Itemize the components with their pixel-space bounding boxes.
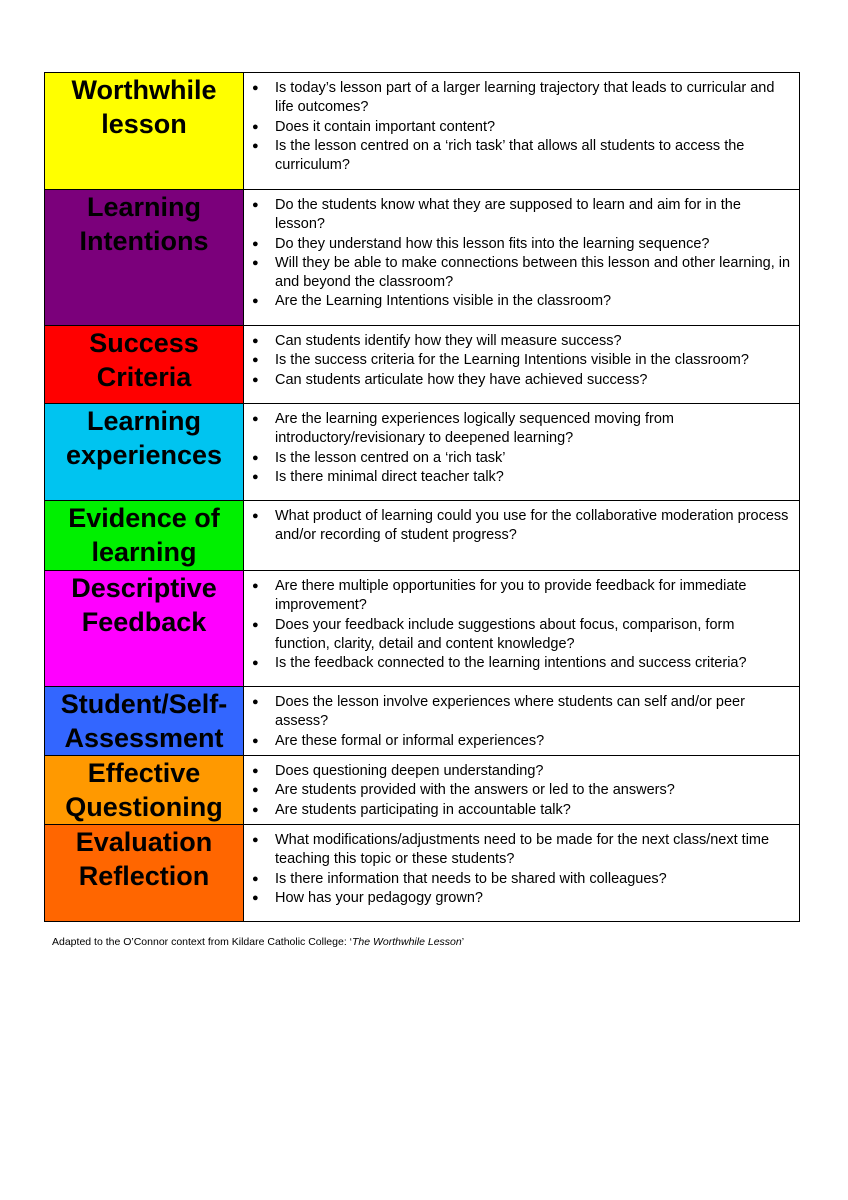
question-item bbox=[244, 235, 793, 254]
question-item bbox=[244, 254, 793, 293]
source-note-suffix: ’ bbox=[461, 936, 465, 948]
criterion-questions bbox=[244, 501, 800, 571]
bullet-icon: ● bbox=[252, 872, 259, 885]
question-text: Can students articulate how they have achieved success? bbox=[275, 371, 648, 388]
checklist-row bbox=[45, 501, 800, 571]
question-list bbox=[244, 501, 799, 546]
question-text: What modifications/adjustments need to be made for the next class/next time teaching this topic or these students? bbox=[275, 832, 770, 868]
question-list bbox=[244, 571, 799, 673]
criterion-label: Effective Questioning bbox=[45, 756, 244, 825]
question-text: Is the lesson centred on a ‘rich task’ that allows all students to access the curriculum? bbox=[275, 137, 745, 174]
criterion-label: Descriptive Feedback bbox=[45, 571, 244, 687]
question-text: Are the learning experiences logically sequenced moving from introductory/revisionary to deepened learning? bbox=[275, 411, 674, 447]
criterion-label: Worthwhile lesson bbox=[45, 73, 244, 190]
bullet-icon: ● bbox=[252, 237, 259, 250]
checklist-row bbox=[45, 571, 800, 687]
criterion-questions bbox=[244, 73, 800, 190]
bullet-icon: ● bbox=[252, 139, 259, 152]
checklist-row bbox=[45, 190, 800, 326]
question-list bbox=[244, 756, 799, 820]
question-item bbox=[244, 449, 793, 468]
question-text: Does your feedback include suggestions about focus, comparison, form function, clarity, detail and content knowledge? bbox=[275, 616, 735, 652]
criterion-label: Student/Self-Assessment bbox=[45, 687, 244, 756]
question-text: Is today’s lesson part of a larger learning trajectory that leads to curricular and life outcomes? bbox=[275, 80, 775, 116]
question-item bbox=[244, 507, 793, 546]
question-item bbox=[244, 79, 793, 118]
question-text: Does questioning deepen understanding? bbox=[275, 763, 544, 779]
question-item bbox=[244, 801, 793, 820]
bullet-icon: ● bbox=[252, 803, 259, 816]
question-text: Are students provided with the answers or led to the answers? bbox=[275, 782, 675, 799]
criterion-label: Evaluation Reflection bbox=[45, 825, 244, 922]
source-note-title: The Worthwhile Lesson bbox=[352, 936, 462, 948]
question-text: Is there minimal direct teacher talk? bbox=[275, 468, 504, 485]
question-item bbox=[244, 332, 793, 351]
bullet-icon: ● bbox=[252, 413, 259, 425]
criterion-questions bbox=[244, 687, 800, 756]
question-item bbox=[244, 781, 793, 800]
question-list bbox=[244, 404, 799, 487]
bullet-icon: ● bbox=[252, 120, 259, 133]
bullet-icon: ● bbox=[252, 451, 259, 464]
question-list bbox=[244, 825, 799, 908]
bullet-icon: ● bbox=[252, 82, 259, 94]
question-list bbox=[244, 687, 799, 751]
question-text: Are there multiple opportunities for you to provide feedback for immediate improvement? bbox=[275, 578, 747, 614]
criterion-label: Learning Intentions bbox=[45, 190, 244, 326]
criterion-label: Evidence of learning bbox=[45, 501, 244, 571]
criterion-label: Success Criteria bbox=[45, 326, 244, 404]
question-item bbox=[244, 118, 793, 137]
question-item bbox=[244, 410, 793, 449]
question-text: Are these formal or informal experiences? bbox=[275, 732, 545, 749]
checklist-row bbox=[45, 687, 800, 756]
bullet-icon: ● bbox=[252, 354, 259, 367]
bullet-icon: ● bbox=[252, 734, 259, 747]
question-item bbox=[244, 468, 793, 487]
question-item bbox=[244, 577, 793, 616]
question-item bbox=[244, 196, 793, 235]
bullet-icon: ● bbox=[252, 510, 259, 522]
bullet-icon: ● bbox=[252, 891, 259, 904]
bullet-icon: ● bbox=[252, 580, 259, 592]
question-text: Does it contain important content? bbox=[275, 118, 496, 135]
question-item bbox=[244, 137, 793, 176]
checklist-row bbox=[45, 73, 800, 190]
criterion-questions bbox=[244, 825, 800, 922]
question-item bbox=[244, 831, 793, 870]
source-note-prefix: Adapted to the O’Connor context from Kildare Catholic College: ‘ bbox=[52, 936, 352, 948]
bullet-icon: ● bbox=[252, 335, 259, 347]
question-item bbox=[244, 371, 793, 390]
question-item bbox=[244, 693, 793, 732]
question-text: Do the students know what they are supposed to learn and aim for in the lesson? bbox=[275, 197, 741, 233]
question-text: Are the Learning Intentions visible in the classroom? bbox=[275, 293, 612, 310]
question-text: Can students identify how they will measure success? bbox=[275, 333, 622, 349]
question-text: Is there information that needs to be shared with colleagues? bbox=[275, 870, 667, 887]
bullet-icon: ● bbox=[252, 199, 259, 211]
bullet-icon: ● bbox=[252, 696, 259, 708]
question-text: How has your pedagogy grown? bbox=[275, 889, 483, 906]
bullet-icon: ● bbox=[252, 784, 259, 797]
criterion-questions bbox=[244, 756, 800, 825]
criterion-questions bbox=[244, 190, 800, 326]
checklist-row bbox=[45, 756, 800, 825]
question-list bbox=[244, 190, 799, 312]
lesson-checklist-table bbox=[44, 72, 800, 922]
question-text: Will they be able to make connections between this lesson and other learning, in and beyond the classroom? bbox=[275, 254, 791, 291]
checklist-row bbox=[45, 326, 800, 404]
checklist-row bbox=[45, 404, 800, 501]
question-text: Is the success criteria for the Learning Intentions visible in the classroom? bbox=[275, 352, 749, 369]
question-list bbox=[244, 73, 799, 175]
question-item bbox=[244, 732, 793, 751]
source-note bbox=[52, 936, 464, 948]
bullet-icon: ● bbox=[252, 373, 259, 386]
criterion-questions bbox=[244, 404, 800, 501]
bullet-icon: ● bbox=[252, 295, 259, 308]
question-item bbox=[244, 616, 793, 655]
criterion-questions bbox=[244, 571, 800, 687]
bullet-icon: ● bbox=[252, 765, 259, 777]
question-text: Is the lesson centred on a ‘rich task’ bbox=[275, 449, 506, 466]
question-text: Do they understand how this lesson fits into the learning sequence? bbox=[275, 235, 710, 252]
question-item bbox=[244, 351, 793, 370]
bullet-icon: ● bbox=[252, 256, 259, 269]
question-item bbox=[244, 889, 793, 908]
bullet-icon: ● bbox=[252, 657, 259, 670]
question-list bbox=[244, 326, 799, 390]
criterion-questions bbox=[244, 326, 800, 404]
question-item bbox=[244, 762, 793, 781]
question-text: Are students participating in accountable talk? bbox=[275, 801, 571, 818]
question-item bbox=[244, 292, 793, 311]
question-text: Does the lesson involve experiences where students can self and/or peer assess? bbox=[275, 694, 745, 730]
question-item bbox=[244, 654, 793, 673]
question-text: Is the feedback connected to the learning intentions and success criteria? bbox=[275, 655, 747, 672]
checklist-row bbox=[45, 825, 800, 922]
bullet-icon: ● bbox=[252, 618, 259, 631]
question-text: What product of learning could you use for the collaborative moderation process and/or recording of student progress? bbox=[275, 508, 789, 544]
question-item bbox=[244, 870, 793, 889]
criterion-label: Learning experiences bbox=[45, 404, 244, 501]
bullet-icon: ● bbox=[252, 834, 259, 846]
bullet-icon: ● bbox=[252, 470, 259, 483]
